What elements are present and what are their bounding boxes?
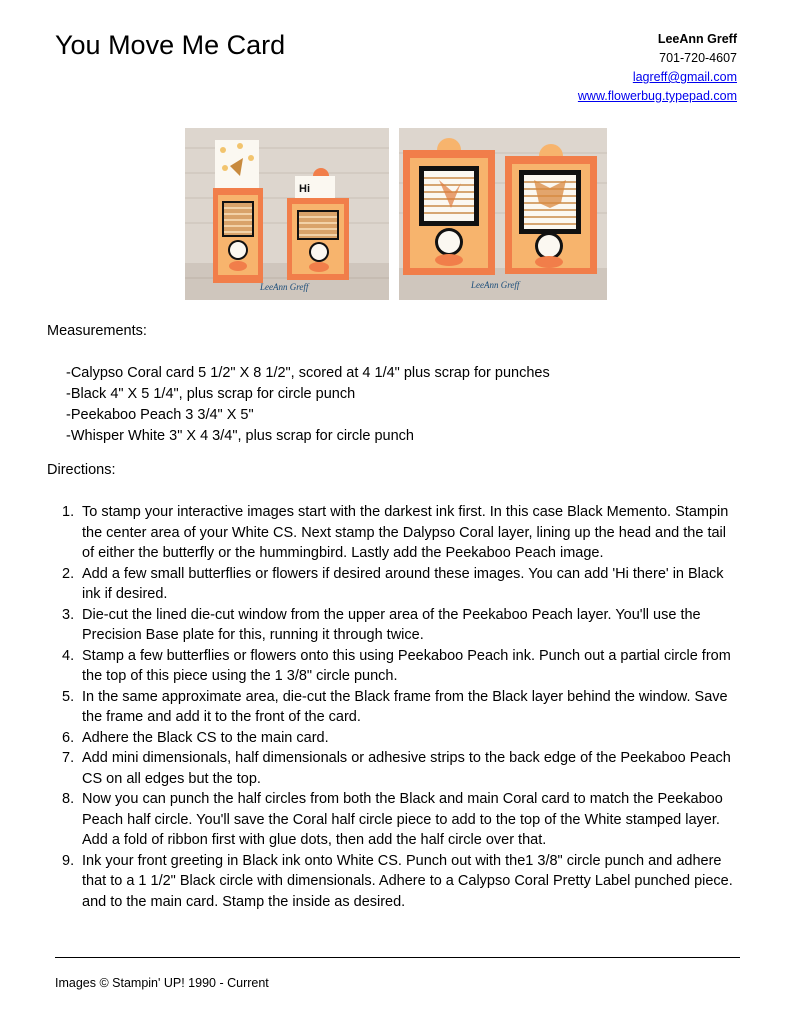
- directions-heading: Directions:: [47, 462, 116, 478]
- step-text: Die-cut the lined die-cut window from the upper area of the Peekaboo Peach layer. You'll use the Precision Base plate for this, running it through twice.: [82, 606, 701, 643]
- step-text: Add a few small butterflies or flowers if desired around these images. You can add 'Hi there' in Black ink if desired.: [82, 565, 724, 602]
- footer-copyright: Images © Stampin' UP! 1990 - Current: [55, 976, 269, 990]
- photo-watermark: LeeAnn Greff: [260, 282, 309, 292]
- direction-step: [62, 789, 742, 851]
- direction-step: [62, 728, 742, 749]
- measurements-heading: Measurements:: [47, 323, 147, 339]
- direction-step: [62, 502, 742, 564]
- step-number: 9.: [62, 852, 75, 869]
- direction-step: [62, 748, 742, 789]
- author-name: LeeAnn Greff: [657, 32, 737, 46]
- direction-step: [62, 687, 742, 728]
- direction-step: [62, 564, 742, 605]
- footer-divider: [55, 957, 740, 958]
- step-number: 6.: [62, 729, 75, 746]
- photo-watermark: LeeAnn Greff: [471, 280, 520, 290]
- step-number: 7.: [62, 750, 75, 766]
- contact-block: [578, 30, 737, 106]
- direction-step: [62, 605, 742, 646]
- step-text: In the same approximate area, die-cut the Black frame from the Black layer behind the window. Save the frame and add it to the front of the card.: [82, 688, 728, 725]
- measurement-item: -Peekaboo Peach 3 3/4" X 5": [66, 407, 254, 423]
- step-text: Ink your front greeting in Black ink onto White CS. Punch out with the1 3/8" circle punch and adhere that to a 1 1/2" Black circle with dimensionals. Adhere to a Calypso Coral Pretty Label punched piece. and to the main card. Stamp the inside as desired.: [82, 852, 733, 910]
- measurement-item: -Whisper White 3" X 4 3/4", plus scrap for circle punch: [66, 428, 414, 444]
- card-photo-right: [399, 128, 607, 300]
- page-title: You Move Me Card: [55, 30, 286, 60]
- step-number: 2.: [62, 565, 75, 582]
- step-number: 3.: [62, 606, 75, 623]
- step-text: To stamp your interactive images start with the darkest ink first. In this case Black Memento. Stampin the center area of your White CS. Next stamp the Dalypso Coral layer, lining up the head and the tail of either the butterfly or the hummingbird. Lastly add the Peekaboo Peach image.: [82, 504, 729, 561]
- step-text: Now you can punch the half circles from both the Black and main Coral card to match the Peekaboo Peach half circle. You'll save the Coral half circle piece to add to the top of the White stamped layer. Add a fold of ribbon first with glue dots, then add the half circle over that.: [82, 791, 723, 848]
- direction-step: [62, 646, 742, 687]
- phone-number: 701-720-4607: [659, 51, 737, 65]
- direction-step: [62, 851, 742, 913]
- step-number: 1.: [62, 504, 75, 520]
- greeting-text: Hi: [299, 183, 310, 195]
- step-number: 5.: [62, 688, 75, 705]
- step-number: 8.: [62, 791, 75, 807]
- step-text: Stamp a few butterflies or flowers onto this using Peekaboo Peach ink. Punch out a partial circle from the top of this piece using the 1 3/8" circle punch.: [82, 647, 731, 684]
- email-link[interactable]: lagreff@gmail.com: [632, 70, 737, 84]
- measurement-item: -Black 4" X 5 1/4", plus scrap for circle punch: [66, 386, 356, 402]
- step-text: Adhere the Black CS to the main card.: [82, 729, 329, 746]
- step-text: Add mini dimensionals, half dimensionals or adhesive strips to the back edge of the Peekaboo Peach CS on all edges but the top.: [82, 750, 731, 787]
- directions-list: [62, 502, 742, 912]
- measurements-list: [66, 363, 550, 447]
- website-link[interactable]: www.flowerbug.typepad.com: [577, 89, 737, 103]
- measurement-item: -Calypso Coral card 5 1/2" X 8 1/2", scored at 4 1/4" plus scrap for punches: [66, 365, 550, 381]
- step-number: 4.: [62, 647, 75, 664]
- card-photo-left: [185, 128, 389, 300]
